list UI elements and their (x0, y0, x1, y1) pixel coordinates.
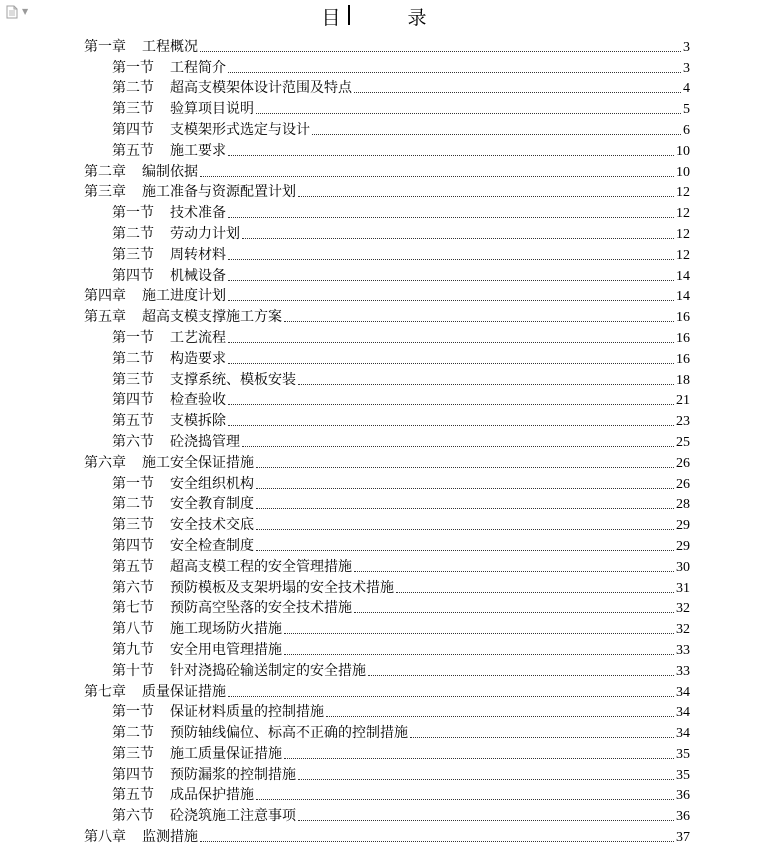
toc-page-number: 26 (676, 476, 690, 492)
toc-entry[interactable] (84, 97, 690, 118)
toc-leader-dots (354, 612, 674, 613)
toc-entry-number: 第二节 (112, 725, 154, 742)
toc-page-number: 34 (676, 684, 690, 700)
toc-entry-number: 第一章 (84, 38, 126, 55)
toc-entry-number: 第四节 (112, 766, 154, 783)
toc-entry-number: 第三章 (84, 184, 126, 201)
toc-page-number: 31 (676, 580, 690, 596)
toc-entry-number: 第五节 (112, 142, 154, 159)
toc-leader-dots (326, 716, 674, 717)
toc-entry[interactable] (84, 368, 690, 389)
toc-entry[interactable] (84, 389, 690, 410)
toc-leader-dots (256, 799, 674, 800)
toc-leader-dots (396, 592, 674, 593)
page-title: 目 录 (321, 7, 451, 29)
toc-leader-dots (228, 425, 674, 426)
toc-leader-dots (200, 841, 674, 842)
toc-leader-dots (298, 820, 674, 821)
toc-entry[interactable] (84, 680, 690, 701)
toc-entry-title: 保证材料质量的控制措施 (170, 704, 324, 721)
toc-entry-title: 施工质量保证措施 (170, 745, 282, 762)
toc-leader-dots (354, 92, 681, 93)
toc-entry-number: 第一节 (112, 59, 154, 76)
toc-leader-dots (228, 72, 681, 73)
toc-page-number: 23 (676, 414, 690, 430)
toc-page-number: 10 (676, 164, 690, 180)
toc-entry[interactable] (84, 825, 690, 846)
toc-entry-number: 第二章 (84, 163, 126, 180)
toc-leader-dots (228, 404, 674, 405)
toc-entry-title: 编制依据 (142, 163, 198, 180)
toc-entry-number: 第六节 (112, 808, 154, 825)
toc-entry-number: 第三节 (112, 246, 154, 263)
toc-entry[interactable] (84, 285, 690, 306)
toc-entry-title: 安全检查制度 (170, 537, 254, 554)
toc-entry[interactable] (84, 555, 690, 576)
toc-leader-dots (228, 363, 674, 364)
toc-entry[interactable] (84, 326, 690, 347)
toc-entry[interactable] (84, 430, 690, 451)
toc-page-number: 16 (676, 330, 690, 346)
toc-page-number: 30 (676, 559, 690, 575)
toc-entry-number: 第一节 (112, 704, 154, 721)
toc-page-number: 34 (676, 726, 690, 742)
toc-entry[interactable] (84, 638, 690, 659)
toc-entry-number: 第二节 (112, 350, 154, 367)
toc-entry-number: 第三节 (112, 517, 154, 534)
toc-entry[interactable] (84, 576, 690, 597)
toc-entry-title: 砼浇筑施工注意事项 (170, 808, 296, 825)
toc-leader-dots (256, 488, 674, 489)
toc-page-number: 12 (676, 185, 690, 201)
toc-entry[interactable] (84, 347, 690, 368)
toc-page-number: 21 (676, 393, 690, 409)
toc-leader-dots (284, 758, 674, 759)
toc-page-number: 5 (683, 102, 690, 118)
toc-page-number: 6 (683, 122, 690, 138)
toc-entry[interactable] (84, 409, 690, 430)
toc-leader-dots (298, 779, 674, 780)
toc-page-number: 12 (676, 247, 690, 263)
toc-entry-title: 施工准备与资源配置计划 (142, 184, 296, 201)
toc-page-number: 3 (683, 60, 690, 76)
toc-leader-dots (228, 696, 674, 697)
toc-leader-dots (284, 321, 674, 322)
toc-entry-number: 第九节 (112, 641, 154, 658)
toc-entry-title: 验算项目说明 (170, 101, 254, 118)
toc-page-number: 29 (676, 518, 690, 534)
toc-entry-title: 超高支模支撑施工方案 (142, 309, 282, 326)
toc-entry[interactable] (84, 763, 690, 784)
toc-entry-title: 施工安全保证措施 (142, 454, 254, 471)
toc-entry[interactable] (84, 784, 690, 805)
toc-page-number: 35 (676, 746, 690, 762)
toc-entry-title: 支模拆除 (170, 413, 226, 430)
toc-entry-title: 工艺流程 (170, 329, 226, 346)
toc-leader-dots (228, 280, 674, 281)
toc-entry-number: 第二节 (112, 496, 154, 513)
toc-entry[interactable] (84, 534, 690, 555)
toc-page-number: 26 (676, 455, 690, 471)
toc-entry-number: 第三节 (112, 371, 154, 388)
toc-entry-title: 安全教育制度 (170, 496, 254, 513)
table-of-contents (84, 35, 690, 846)
toc-entry-title: 技术准备 (170, 205, 226, 222)
toc-page-number: 10 (676, 143, 690, 159)
toc-page-number: 14 (676, 268, 690, 284)
toc-entry[interactable] (84, 804, 690, 825)
toc-entry-number: 第四节 (112, 537, 154, 554)
toc-page-number: 37 (676, 830, 690, 846)
toc-leader-dots (256, 508, 674, 509)
toc-entry[interactable] (84, 513, 690, 534)
toc-entry[interactable] (84, 222, 690, 243)
toc-leader-dots (312, 134, 681, 135)
toc-entry-title: 构造要求 (170, 350, 226, 367)
toc-entry-number: 第四节 (112, 121, 154, 138)
toc-page-number: 16 (676, 310, 690, 326)
toc-entry[interactable] (84, 472, 690, 493)
toc-entry[interactable] (84, 118, 690, 139)
dropdown-arrow-icon[interactable]: ▼ (22, 7, 29, 16)
toc-entry-title: 安全用电管理措施 (170, 641, 282, 658)
toc-entry-title: 机械设备 (170, 267, 226, 284)
toc-entry[interactable] (84, 139, 690, 160)
toc-leader-dots (410, 737, 674, 738)
toc-entry-number: 第四节 (112, 267, 154, 284)
toc-entry-title: 成品保护措施 (170, 787, 254, 804)
toc-entry-number: 第五节 (112, 558, 154, 575)
toc-entry-number: 第三节 (112, 101, 154, 118)
toc-leader-dots (228, 300, 674, 301)
toc-entry-title: 质量保证措施 (142, 683, 226, 700)
toc-entry-title: 支模架形式选定与设计 (170, 121, 310, 138)
toc-entry-number: 第一节 (112, 329, 154, 346)
toc-leader-dots (298, 384, 674, 385)
toc-leader-dots (256, 113, 681, 114)
toc-leader-dots (298, 196, 674, 197)
toc-page-number: 28 (676, 497, 690, 513)
toc-entry-title: 安全组织机构 (170, 475, 254, 492)
toc-leader-dots (284, 633, 674, 634)
toc-entry-number: 第二节 (112, 225, 154, 242)
toc-leader-dots (354, 571, 674, 572)
toc-page-number: 32 (676, 601, 690, 617)
toc-entry[interactable] (84, 451, 690, 472)
toc-entry-number: 第七章 (84, 683, 126, 700)
toc-page-number: 12 (676, 226, 690, 242)
toc-entry[interactable] (84, 56, 690, 77)
toc-entry[interactable] (84, 264, 690, 285)
toc-entry-title: 超高支模架体设计范围及特点 (170, 80, 352, 97)
toc-leader-dots (242, 238, 674, 239)
toc-entry-title: 监测措施 (142, 829, 198, 846)
toc-leader-dots (256, 550, 674, 551)
toc-page-number: 25 (676, 434, 690, 450)
toc-entry-title: 预防轴线偏位、标高不正确的控制措施 (170, 725, 408, 742)
toc-leader-dots (256, 529, 674, 530)
toc-leader-dots (228, 155, 674, 156)
toc-entry-title: 施工进度计划 (142, 288, 226, 305)
toc-entry-title: 工程简介 (170, 59, 226, 76)
toc-entry-number: 第六章 (84, 454, 126, 471)
toc-entry[interactable] (84, 243, 690, 264)
toc-entry-title: 工程概况 (142, 38, 198, 55)
toc-entry-number: 第二节 (112, 80, 154, 97)
toc-page-number: 14 (676, 289, 690, 305)
toc-leader-dots (242, 446, 674, 447)
toc-entry-title: 支撑系统、模板安装 (170, 371, 296, 388)
toc-entry-number: 第一节 (112, 205, 154, 222)
toc-entry[interactable] (84, 160, 690, 181)
toc-entry-title: 周转材料 (170, 246, 226, 263)
toc-entry[interactable] (84, 201, 690, 222)
toc-entry[interactable] (84, 305, 690, 326)
toc-page-number: 16 (676, 351, 690, 367)
toc-page-number: 36 (676, 809, 690, 825)
toc-entry-number: 第四章 (84, 288, 126, 305)
toc-entry[interactable] (84, 617, 690, 638)
toc-entry-title: 预防漏浆的控制措施 (170, 766, 296, 783)
toc-page-number: 3 (683, 39, 690, 55)
toc-page-number: 32 (676, 622, 690, 638)
toc-page-number: 33 (676, 642, 690, 658)
toc-entry-title: 检查验收 (170, 392, 226, 409)
toc-entry-number: 第六节 (112, 433, 154, 450)
toc-entry-title: 劳动力计划 (170, 225, 240, 242)
toc-entry-title: 施工现场防火措施 (170, 621, 282, 638)
toc-page-number: 4 (683, 81, 690, 97)
toc-page-number: 34 (676, 705, 690, 721)
toc-entry[interactable] (84, 77, 690, 98)
toc-entry[interactable] (84, 493, 690, 514)
toc-entry-title: 安全技术交底 (170, 517, 254, 534)
toc-entry[interactable] (84, 181, 690, 202)
toc-entry-number: 第八章 (84, 829, 126, 846)
toc-leader-dots (368, 675, 674, 676)
toc-page-number: 33 (676, 663, 690, 679)
toc-entry-number: 第一节 (112, 475, 154, 492)
toc-entry-number: 第三节 (112, 745, 154, 762)
toc-leader-dots (228, 217, 674, 218)
toc-leader-dots (228, 259, 674, 260)
toc-leader-dots (228, 342, 674, 343)
toc-entry-number: 第四节 (112, 392, 154, 409)
toc-entry-title: 超高支模工程的安全管理措施 (170, 558, 352, 575)
toc-entry-title: 预防模板及支架坍塌的安全技术措施 (170, 579, 394, 596)
toc-entry-number: 第五章 (84, 309, 126, 326)
toc-leader-dots (200, 51, 681, 52)
toc-entry-number: 第六节 (112, 579, 154, 596)
toc-entry-number: 第五节 (112, 787, 154, 804)
toc-entry[interactable] (84, 701, 690, 722)
toc-page-number: 29 (676, 538, 690, 554)
toc-page-number: 18 (676, 372, 690, 388)
toc-entry-title: 针对浇捣砼输送制定的安全措施 (170, 662, 366, 679)
toc-entry-title: 预防高空坠落的安全技术措施 (170, 600, 352, 617)
toc-entry-title: 砼浇捣管理 (170, 433, 240, 450)
toc-page-number: 36 (676, 788, 690, 804)
toc-entry[interactable] (84, 742, 690, 763)
toc-entry-number: 第八节 (112, 621, 154, 638)
toc-leader-dots (256, 467, 674, 468)
toc-entry[interactable] (84, 659, 690, 680)
toc-entry[interactable] (84, 35, 690, 56)
toc-leader-dots (200, 176, 674, 177)
toc-entry-title: 施工要求 (170, 142, 226, 159)
toc-page-number: 12 (676, 206, 690, 222)
toc-entry[interactable] (84, 721, 690, 742)
toc-leader-dots (284, 654, 674, 655)
toc-entry-number: 第五节 (112, 413, 154, 430)
toc-entry-number: 第十节 (112, 662, 154, 679)
toc-entry[interactable] (84, 597, 690, 618)
toc-entry-number: 第七节 (112, 600, 154, 617)
toc-page-number: 35 (676, 767, 690, 783)
